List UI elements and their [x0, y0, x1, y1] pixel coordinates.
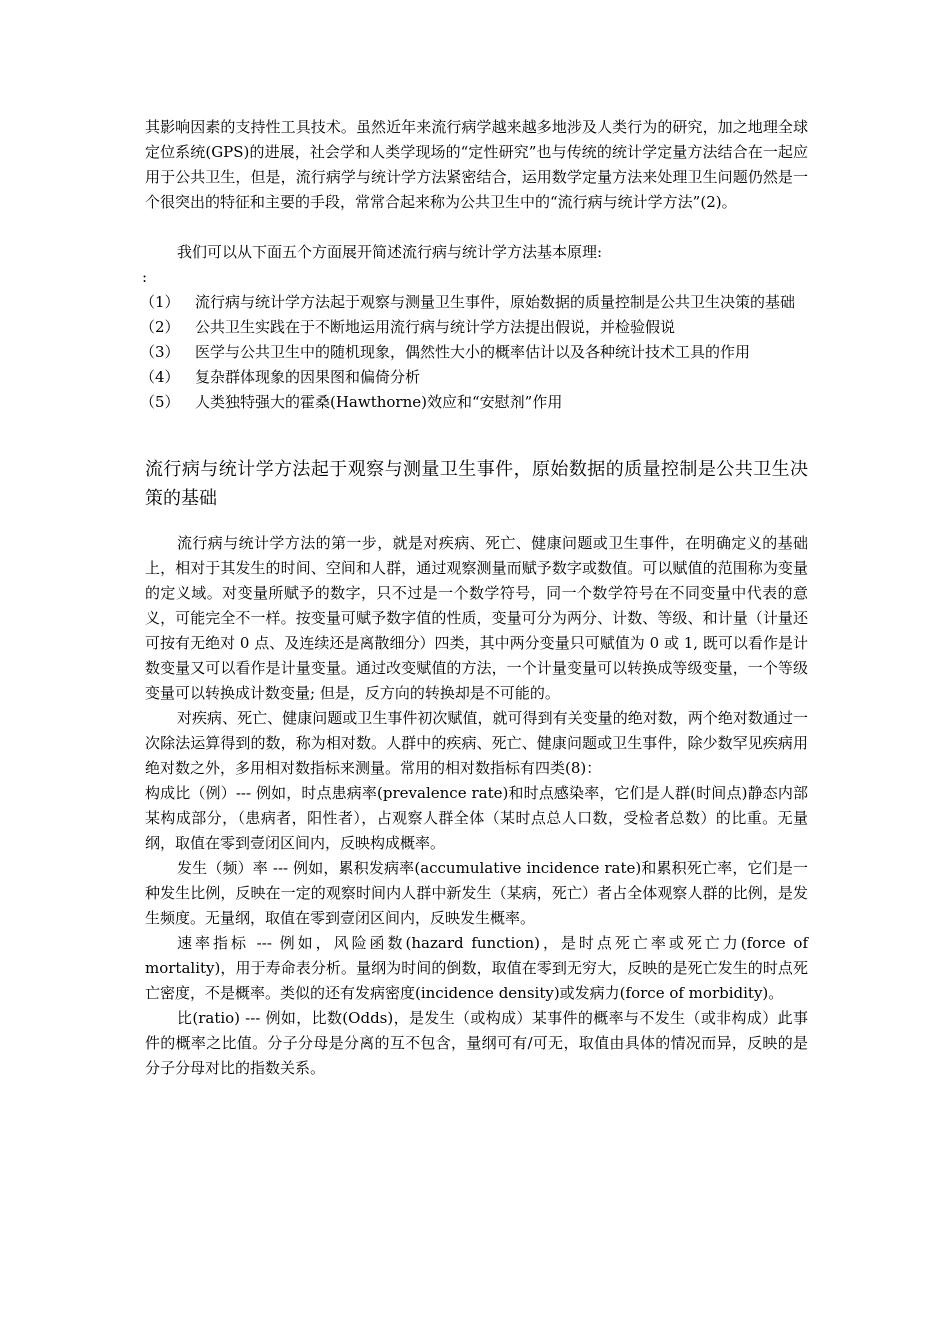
list-item-text: 公共卫生实践在于不断地运用流行病与统计学方法提出假说，并检验假说 [195, 318, 676, 336]
list-item [140, 315, 808, 340]
list-item-number: （1） [140, 293, 180, 311]
list-item-text: 医学与公共卫生中的随机现象，偶然性大小的概率估计以及各种统计技术工具的作用 [195, 343, 751, 361]
list-item-number: （5） [140, 393, 180, 411]
list-item [140, 365, 808, 390]
list-item [140, 340, 808, 365]
body-paragraph-relative-numbers: 对疾病、死亡、健康问题或卫生事件初次赋值，就可得到有关变量的绝对数，两个绝对数通过一次除法运算得到的数，称为相对数。人群中的疾病、死亡、健康问题或卫生事件，除少数罕见疾病用绝对数之外，多用相对数指标来测量。常用的相对数指标有四类(8)： [145, 709, 808, 777]
list-item-text: 人类独特强大的霍桑(Hawthorne)效应和“安慰剂”作用 [195, 393, 563, 411]
list-item-text: 流行病与统计学方法起于观察与测量卫生事件，原始数据的质量控制是公共卫生决策的基础 [195, 293, 796, 311]
section-body [145, 531, 808, 1081]
principles-lead: 我们可以从下面五个方面展开简述流行病与统计学方法基本原理: [177, 243, 603, 261]
list-item [140, 290, 808, 315]
body-paragraph-rate: 速率指标 --- 例如，风险函数(hazard function)，是时点死亡率或死亡力(force of mortality)，用于寿命表分析。量纲为时间的倒数，取值在零到无穷大，反映的是死亡发生的时点死亡密度，不是概率。类似的还有发病密度(incidence density)或发病力(force of morbidity)。 [145, 934, 808, 1002]
list-item-number: （3） [140, 343, 180, 361]
section-heading: 流行病与统计学方法起于观察与测量卫生事件，原始数据的质量控制是公共卫生决策的基础 [145, 459, 808, 509]
list-item [140, 390, 808, 415]
document-page [140, 115, 808, 1081]
intro-paragraph: 其影响因素的支持性工具技术。虽然近年来流行病学越来越多地涉及人类行为的研究，加之地理全球定位系统(GPS)的进展，社会学和人类学现场的“定性研究”也与传统的统计学定量方法结合在一起应用于公共卫生，但是，流行病学与统计学方法紧密结合，运用数学定量方法来处理卫生问题仍然是一个很突出的特征和主要的手段，常常合起来称为公共卫生中的“流行病与统计学方法”(2)。 [145, 118, 808, 211]
list-item-number: （2） [140, 318, 180, 336]
stray-colon: : [142, 268, 148, 286]
body-paragraph-variables: 流行病与统计学方法的第一步，就是对疾病、死亡、健康问题或卫生事件，在明确定义的基础上，相对于其发生的时间、空间和人群，通过观察测量而赋予数字或数值。可以赋值的范围称为变量的定义域。对变量所赋予的数字，只不过是一个数学符号，同一个数学符号在不同变量中代表的意义，可能完全不一样。按变量可赋予数字值的性质，变量可分为两分、计数、等级、和计量（计量还可按有无绝对 0 点、及连续还是离散细分）四类，其中两分变量只可赋值为 0 或 1, 既可以看作是计数变量又可以看作是计量变量。通过改变赋值的方法，一个计量变量可以转换成等级变量，一个等级变量可以转换成计数变量; 但是，反方向的转换却是不可能的。 [145, 534, 808, 702]
body-paragraph-incidence: 发生（频）率 --- 例如，累积发病率(accumulative incidence rate)和累积死亡率，它们是一种发生比例，反映在一定的观察时间内人群中新发生（某病，死亡）者占全体观察人群的比例，是发生频度。无量纲，取值在零到壹闭区间内，反映发生概率。 [145, 859, 808, 927]
list-item-text: 复杂群体现象的因果图和偏倚分析 [195, 368, 421, 386]
list-item-number: （4） [140, 368, 180, 386]
principles-list [140, 290, 808, 415]
body-paragraph-proportion: 构成比（例）--- 例如，时点患病率(prevalence rate)和时点感染率，它们是人群(时间点)静态内部某构成部分，（患病者，阳性者），占观察人群全体（某时点总人口数，受检者总数）的比重。无量纲，取值在零到壹闭区间内，反映构成概率。 [145, 784, 808, 852]
body-paragraph-ratio: 比(ratio) --- 例如，比数(Odds)，是发生（或构成）某事件的概率与不发生（或非构成）此事件的概率之比值。分子分母是分离的互不包含，量纲可有/可无，取值由具体的情况而异，反映的是分子分母对比的指数关系。 [145, 1009, 808, 1077]
